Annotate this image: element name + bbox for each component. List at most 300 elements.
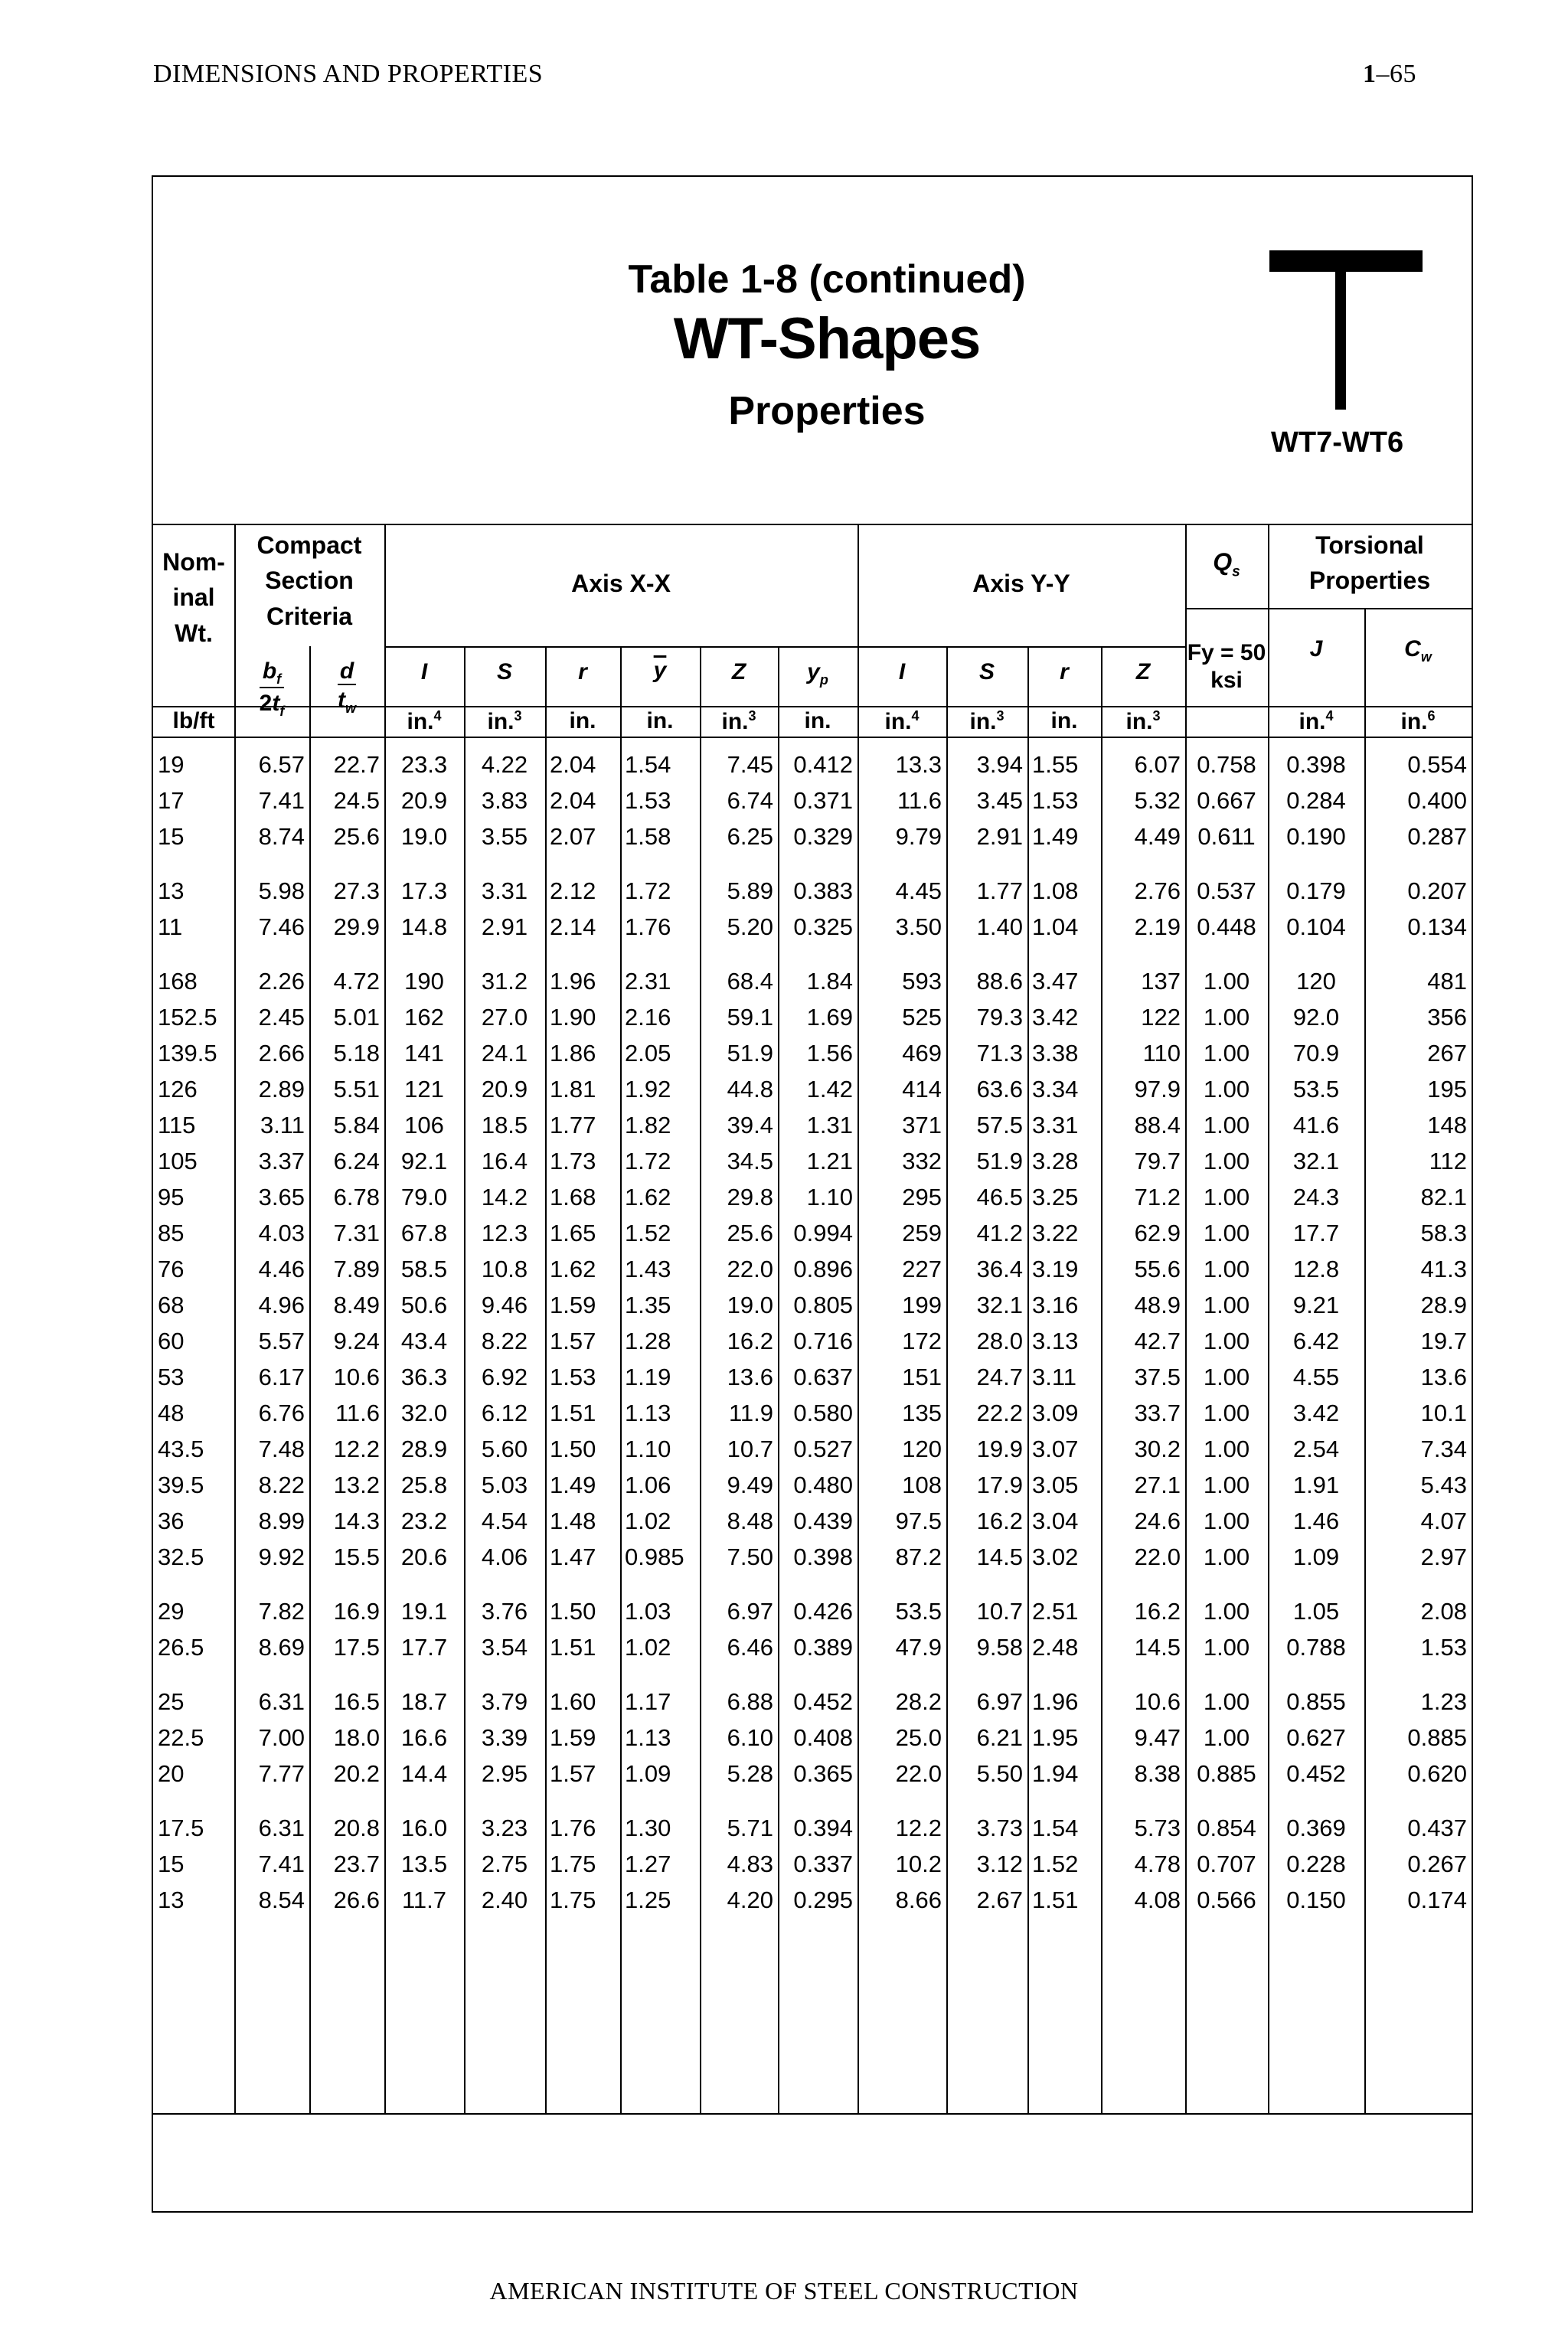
table-cell: 7.00 bbox=[258, 1724, 305, 1751]
table-cell: 19 bbox=[158, 751, 185, 778]
table-cell: 23.3 bbox=[400, 751, 448, 778]
table-cell: 2.54 bbox=[1292, 1436, 1340, 1462]
table-row bbox=[153, 1503, 1472, 1539]
table-cell: 152.5 bbox=[158, 1004, 217, 1031]
table-cell: 14.5 bbox=[1134, 1634, 1181, 1661]
table-row bbox=[153, 999, 1472, 1035]
table-row bbox=[153, 1684, 1472, 1720]
table-cell: 24.3 bbox=[1292, 1184, 1340, 1210]
table-cell: 1.00 bbox=[1203, 1400, 1250, 1426]
table-cell: 10.2 bbox=[895, 1851, 942, 1877]
table-cell: 11.6 bbox=[897, 787, 942, 814]
page-footer: AMERICAN INSTITUTE OF STEEL CONSTRUCTION bbox=[489, 2277, 1079, 2305]
table-cell: 195 bbox=[1427, 1076, 1467, 1102]
table-cell: 4.72 bbox=[333, 968, 380, 995]
table-cell: 51.9 bbox=[976, 1148, 1023, 1174]
table-cell: 1.00 bbox=[1203, 1040, 1250, 1067]
torsional-header-line: Torsional bbox=[1315, 531, 1424, 559]
table-cell: 1.00 bbox=[1203, 1364, 1250, 1390]
table-cell: 17.9 bbox=[976, 1472, 1023, 1498]
unit-label: in.$^4$ bbox=[407, 708, 442, 734]
table-cell: 27.3 bbox=[333, 877, 380, 904]
table-cell: 6.24 bbox=[333, 1148, 380, 1174]
table-cell: 8.99 bbox=[258, 1508, 305, 1534]
compact-section-header-line: Section bbox=[265, 567, 354, 595]
table-cell: 6.97 bbox=[727, 1598, 773, 1625]
table-cell: 1.56 bbox=[806, 1040, 853, 1067]
table-cell: 1.02 bbox=[625, 1508, 671, 1534]
table-cell: 4.07 bbox=[1420, 1508, 1467, 1534]
table-cell: 3.22 bbox=[1032, 1220, 1079, 1246]
table-cell: 1.59 bbox=[550, 1724, 596, 1751]
table-cell: 4.83 bbox=[727, 1851, 773, 1877]
table-cell: 44.8 bbox=[727, 1076, 773, 1102]
table-row bbox=[153, 1431, 1472, 1467]
table-cell: 24.7 bbox=[976, 1364, 1023, 1390]
table-cell: 1.00 bbox=[1203, 1688, 1250, 1715]
table-cell: 0.716 bbox=[793, 1328, 853, 1354]
table-cell: 3.45 bbox=[976, 787, 1023, 814]
table-cell: 32.0 bbox=[400, 1400, 448, 1426]
table-cell: 34.5 bbox=[727, 1148, 773, 1174]
table-cell: 1.06 bbox=[625, 1472, 671, 1498]
table-bottom-rule bbox=[153, 2113, 1472, 2115]
table-cell: 1.94 bbox=[1032, 1760, 1079, 1787]
table-cell: 0.394 bbox=[793, 1815, 853, 1841]
unit-label: in.$^3$ bbox=[721, 708, 756, 734]
table-cell: 141 bbox=[404, 1040, 444, 1067]
table-cell: 6.10 bbox=[727, 1724, 773, 1751]
table-cell: 227 bbox=[902, 1256, 942, 1282]
table-cell: 25.8 bbox=[400, 1472, 448, 1498]
table-cell: 53 bbox=[158, 1364, 185, 1390]
table-cell: 3.73 bbox=[976, 1815, 1023, 1841]
tee-shape-icon bbox=[1269, 243, 1438, 411]
unit-label: in.$^3$ bbox=[1125, 708, 1161, 734]
table-cell: 1.31 bbox=[806, 1112, 853, 1138]
table-cell: 1.00 bbox=[1203, 1148, 1250, 1174]
table-row bbox=[153, 909, 1472, 945]
table-cell: 0.854 bbox=[1197, 1815, 1256, 1841]
table-cell: 0.134 bbox=[1407, 913, 1467, 940]
table-cell: 22.7 bbox=[333, 751, 380, 778]
table-cell: 0.207 bbox=[1407, 877, 1467, 904]
table-cell: 1.86 bbox=[550, 1040, 596, 1067]
table-cell: 1.30 bbox=[625, 1815, 671, 1841]
table-cell: 1.47 bbox=[550, 1544, 596, 1570]
table-cell: 2.95 bbox=[481, 1760, 528, 1787]
table-cell: 6.25 bbox=[727, 823, 773, 850]
header-top-rule bbox=[153, 524, 1472, 525]
table-cell: 0.426 bbox=[793, 1598, 853, 1625]
table-cell: 7.48 bbox=[258, 1436, 305, 1462]
rx-header: r bbox=[578, 659, 587, 684]
table-cell: 1.00 bbox=[1203, 1004, 1250, 1031]
table-cell: 13 bbox=[158, 877, 185, 904]
table-cell: 1.27 bbox=[625, 1851, 671, 1877]
table-cell: 2.97 bbox=[1420, 1544, 1467, 1570]
table-cell: 0.480 bbox=[793, 1472, 853, 1498]
table-cell: 414 bbox=[902, 1076, 942, 1102]
table-cell: 20 bbox=[158, 1760, 185, 1787]
table-cell: 7.41 bbox=[258, 787, 305, 814]
table-cell: 92.0 bbox=[1292, 1004, 1340, 1031]
table-cell: 41.6 bbox=[1292, 1112, 1340, 1138]
table-cell: 4.08 bbox=[1134, 1886, 1181, 1913]
table-cell: 4.03 bbox=[258, 1220, 305, 1246]
table-cell: 1.00 bbox=[1203, 1544, 1250, 1570]
table-cell: 12.2 bbox=[333, 1436, 380, 1462]
table-cell: 51.9 bbox=[727, 1040, 773, 1067]
table-cell: 6.76 bbox=[258, 1400, 305, 1426]
header-rule bbox=[1185, 608, 1472, 609]
table-cell: 6.78 bbox=[333, 1184, 380, 1210]
unit-label: in. bbox=[569, 708, 596, 733]
table-cell: 0.707 bbox=[1197, 1851, 1256, 1877]
group-gap bbox=[153, 1792, 1472, 1810]
table-cell: 108 bbox=[902, 1472, 942, 1498]
table-cell: 1.28 bbox=[625, 1328, 671, 1354]
table-cell: 5.73 bbox=[1134, 1815, 1181, 1841]
table-cell: 20.9 bbox=[400, 787, 448, 814]
table-cell: 0.408 bbox=[793, 1724, 853, 1751]
table-row bbox=[153, 782, 1472, 818]
table-cell: 1.57 bbox=[550, 1760, 596, 1787]
table-cell: 25.6 bbox=[727, 1220, 773, 1246]
table-cell: 0.885 bbox=[1197, 1760, 1256, 1787]
table-cell: 2.51 bbox=[1032, 1598, 1079, 1625]
table-cell: 1.02 bbox=[625, 1634, 671, 1661]
table-cell: 70.9 bbox=[1292, 1040, 1340, 1067]
d-tw-header: $\frac{d}{t_w}$ bbox=[337, 658, 356, 716]
table-row bbox=[153, 818, 1472, 854]
table-cell: 1.25 bbox=[625, 1886, 671, 1913]
table-cell: 1.00 bbox=[1203, 1598, 1250, 1625]
table-cell: 28.2 bbox=[895, 1688, 942, 1715]
table-cell: 0.150 bbox=[1286, 1886, 1346, 1913]
table-cell: 371 bbox=[902, 1112, 942, 1138]
table-cell: 6.31 bbox=[258, 1688, 305, 1715]
table-cell: 71.2 bbox=[1134, 1184, 1181, 1210]
nominal-weight-header-line: inal bbox=[172, 583, 215, 612]
table-cell: 1.84 bbox=[806, 968, 853, 995]
table-cell: 79.0 bbox=[400, 1184, 448, 1210]
table-cell: 4.54 bbox=[481, 1508, 528, 1534]
table-cell: 1.51 bbox=[550, 1634, 596, 1661]
table-cell: 29.8 bbox=[727, 1184, 773, 1210]
table-cell: 3.05 bbox=[1032, 1472, 1079, 1498]
table-cell: 1.00 bbox=[1203, 1634, 1250, 1661]
table-cell: 1.52 bbox=[1032, 1851, 1079, 1877]
table-cell: 17.5 bbox=[158, 1815, 204, 1841]
table-cell: 267 bbox=[1427, 1040, 1467, 1067]
table-cell: 1.72 bbox=[625, 877, 671, 904]
table-cell: 95 bbox=[158, 1184, 185, 1210]
table-cell: 12.2 bbox=[895, 1815, 942, 1841]
table-cell: 1.00 bbox=[1203, 1436, 1250, 1462]
table-cell: 0.439 bbox=[793, 1508, 853, 1534]
table-cell: 17.7 bbox=[1292, 1220, 1340, 1246]
table-cell: 48.9 bbox=[1134, 1292, 1181, 1318]
table-cell: 5.03 bbox=[481, 1472, 528, 1498]
table-cell: 168 bbox=[158, 968, 198, 995]
table-cell: 16.6 bbox=[400, 1724, 448, 1751]
table-cell: 1.62 bbox=[550, 1256, 596, 1282]
table-cell: 1.08 bbox=[1032, 877, 1079, 904]
table-cell: 88.4 bbox=[1134, 1112, 1181, 1138]
axis-xx-header: Axis X-X bbox=[571, 570, 671, 597]
table-cell: 0.805 bbox=[793, 1292, 853, 1318]
table-row bbox=[153, 1071, 1472, 1107]
table-cell: 5.43 bbox=[1420, 1472, 1467, 1498]
unit-label: in.$^3$ bbox=[487, 708, 522, 734]
table-cell: 0.527 bbox=[793, 1436, 853, 1462]
table-cell: 6.88 bbox=[727, 1688, 773, 1715]
table-cell: 24.1 bbox=[481, 1040, 528, 1067]
table-cell: 3.31 bbox=[1032, 1112, 1079, 1138]
table-number: Table 1-8 (continued) bbox=[628, 257, 1026, 302]
table-row bbox=[153, 873, 1472, 909]
table-cell: 6.92 bbox=[481, 1364, 528, 1390]
properties-table bbox=[153, 746, 1472, 1918]
table-cell: 4.49 bbox=[1134, 823, 1181, 850]
table-cell: 22.0 bbox=[727, 1256, 773, 1282]
table-cell: 3.79 bbox=[481, 1688, 528, 1715]
table-cell: 295 bbox=[902, 1184, 942, 1210]
table-row bbox=[153, 1035, 1472, 1071]
table-cell: 16.2 bbox=[727, 1328, 773, 1354]
table-cell: 1.55 bbox=[1032, 751, 1079, 778]
table-cell: 23.2 bbox=[400, 1508, 448, 1534]
table-cell: 332 bbox=[902, 1148, 942, 1174]
table-cell: 6.31 bbox=[258, 1815, 305, 1841]
cw-header: $C_w$ bbox=[1404, 636, 1432, 665]
table-cell: 39.4 bbox=[727, 1112, 773, 1138]
table-cell: 1.59 bbox=[550, 1292, 596, 1318]
table-cell: 58.5 bbox=[400, 1256, 448, 1282]
table-cell: 13.6 bbox=[727, 1364, 773, 1390]
table-cell: 1.17 bbox=[625, 1688, 671, 1715]
table-cell: 1.95 bbox=[1032, 1724, 1079, 1751]
table-cell: 9.21 bbox=[1292, 1292, 1340, 1318]
table-cell: 22.0 bbox=[895, 1760, 942, 1787]
table-cell: 1.54 bbox=[625, 751, 671, 778]
nominal-weight-header-line: Nom- bbox=[162, 548, 225, 576]
nominal-weight-header-line: Wt. bbox=[175, 619, 213, 647]
table-cell: 259 bbox=[902, 1220, 942, 1246]
table-cell: 0.104 bbox=[1286, 913, 1346, 940]
table-cell: 79.7 bbox=[1134, 1148, 1181, 1174]
table-cell: 199 bbox=[902, 1292, 942, 1318]
table-cell: 2.45 bbox=[258, 1004, 305, 1031]
table-cell: 6.21 bbox=[976, 1724, 1023, 1751]
table-cell: 17 bbox=[158, 787, 185, 814]
table-row bbox=[153, 1593, 1472, 1629]
table-cell: 0.985 bbox=[625, 1544, 684, 1570]
compact-section-header-line: Criteria bbox=[266, 602, 353, 630]
table-cell: 85 bbox=[158, 1220, 185, 1246]
table-cell: 20.2 bbox=[333, 1760, 380, 1787]
table-cell: 1.77 bbox=[976, 877, 1023, 904]
table-cell: 1.68 bbox=[550, 1184, 596, 1210]
table-cell: 27.1 bbox=[1134, 1472, 1181, 1498]
table-row bbox=[153, 1810, 1472, 1846]
sy-header: S bbox=[978, 659, 995, 684]
table-cell: 13.3 bbox=[895, 751, 942, 778]
table-cell: 76 bbox=[158, 1256, 185, 1282]
table-cell: 33.7 bbox=[1134, 1400, 1181, 1426]
table-cell: 2.12 bbox=[550, 877, 596, 904]
table-cell: 2.66 bbox=[258, 1040, 305, 1067]
table-cell: 15 bbox=[158, 1851, 185, 1877]
table-cell: 3.11 bbox=[260, 1112, 305, 1138]
table-cell: 0.369 bbox=[1286, 1815, 1346, 1841]
table-cell: 0.566 bbox=[1197, 1886, 1256, 1913]
table-cell: 2.19 bbox=[1134, 913, 1181, 940]
table-cell: 0.228 bbox=[1286, 1851, 1346, 1877]
table-cell: 4.78 bbox=[1134, 1851, 1181, 1877]
unit-label: in. bbox=[1050, 708, 1078, 733]
table-cell: 5.98 bbox=[258, 877, 305, 904]
table-cell: 24.6 bbox=[1134, 1508, 1181, 1534]
nominal-weight-header bbox=[153, 544, 234, 651]
table-cell: 0.287 bbox=[1407, 823, 1467, 850]
table-cell: 356 bbox=[1427, 1004, 1467, 1031]
table-cell: 0.179 bbox=[1286, 877, 1346, 904]
table-cell: 2.07 bbox=[550, 823, 596, 850]
table-cell: 2.67 bbox=[976, 1886, 1023, 1913]
table-cell: 1.65 bbox=[550, 1220, 596, 1246]
ksi-label: ksi bbox=[1210, 668, 1243, 693]
compact-section-header-line: Compact bbox=[256, 531, 362, 559]
table-cell: 5.50 bbox=[976, 1760, 1023, 1787]
table-cell: 121 bbox=[404, 1076, 444, 1102]
table-cell: 2.91 bbox=[976, 823, 1023, 850]
table-cell: 3.11 bbox=[1032, 1364, 1077, 1390]
zx-header: Z bbox=[731, 659, 746, 684]
table-cell: 9.92 bbox=[258, 1544, 305, 1570]
table-cell: 97.5 bbox=[895, 1508, 942, 1534]
table-cell: 3.42 bbox=[1292, 1400, 1340, 1426]
table-cell: 137 bbox=[1141, 968, 1181, 995]
table-cell: 1.09 bbox=[625, 1760, 671, 1787]
table-cell: 6.74 bbox=[727, 787, 773, 814]
table-row bbox=[153, 1846, 1472, 1882]
table-cell: 1.81 bbox=[550, 1076, 596, 1102]
table-cell: 10.1 bbox=[1420, 1400, 1467, 1426]
table-cell: 26.5 bbox=[158, 1634, 204, 1661]
table-cell: 22.5 bbox=[158, 1724, 204, 1751]
table-cell: 16.0 bbox=[400, 1815, 448, 1841]
table-cell: 1.76 bbox=[550, 1815, 596, 1841]
table-cell: 5.84 bbox=[333, 1112, 380, 1138]
table-cell: 2.31 bbox=[625, 968, 671, 995]
table-cell: 0.637 bbox=[793, 1364, 853, 1390]
table-cell: 0.412 bbox=[793, 751, 853, 778]
table-cell: 1.72 bbox=[625, 1148, 671, 1174]
table-cell: 1.50 bbox=[550, 1598, 596, 1625]
table-cell: 0.400 bbox=[1407, 787, 1467, 814]
table-cell: 11.7 bbox=[401, 1886, 447, 1913]
table-cell: 1.00 bbox=[1203, 1220, 1250, 1246]
table-cell: 25.0 bbox=[895, 1724, 942, 1751]
table-cell: 62.9 bbox=[1134, 1220, 1181, 1246]
table-cell: 22.0 bbox=[1134, 1544, 1181, 1570]
table-subtitle: Properties bbox=[728, 389, 926, 433]
table-cell: 593 bbox=[902, 968, 942, 995]
table-cell: 151 bbox=[902, 1364, 942, 1390]
iy-header: I bbox=[898, 659, 906, 684]
table-cell: 1.00 bbox=[1203, 1112, 1250, 1138]
table-cell: 15 bbox=[158, 823, 185, 850]
unit-label: in. bbox=[804, 708, 831, 733]
table-cell: 5.89 bbox=[727, 877, 773, 904]
table-cell: 0.452 bbox=[793, 1688, 853, 1715]
table-cell: 87.2 bbox=[895, 1544, 942, 1570]
table-cell: 3.47 bbox=[1032, 968, 1079, 995]
table-cell: 1.23 bbox=[1420, 1688, 1467, 1715]
table-cell: 10.7 bbox=[976, 1598, 1023, 1625]
table-cell: 2.48 bbox=[1032, 1634, 1079, 1661]
table-cell: 16.2 bbox=[976, 1508, 1023, 1534]
table-cell: 5.28 bbox=[727, 1760, 773, 1787]
table-cell: 106 bbox=[404, 1112, 444, 1138]
table-cell: 5.18 bbox=[333, 1040, 380, 1067]
torsional-header bbox=[1268, 528, 1472, 599]
table-cell: 17.7 bbox=[400, 1634, 448, 1661]
table-cell: 1.50 bbox=[550, 1436, 596, 1462]
ybar-header: $\overline{y}$ bbox=[653, 658, 667, 683]
table-cell: 1.53 bbox=[550, 1364, 596, 1390]
table-cell: 1.00 bbox=[1203, 1256, 1250, 1282]
table-cell: 39.5 bbox=[158, 1472, 204, 1498]
table-cell: 42.7 bbox=[1134, 1328, 1181, 1354]
table-cell: 36.3 bbox=[400, 1364, 448, 1390]
table-cell: 59.1 bbox=[727, 1004, 773, 1031]
table-cell: 10.7 bbox=[727, 1436, 773, 1462]
table-cell: 0.190 bbox=[1286, 823, 1346, 850]
table-cell: 1.60 bbox=[550, 1688, 596, 1715]
table-cell: 43.5 bbox=[158, 1436, 204, 1462]
table-cell: 53.5 bbox=[1292, 1076, 1340, 1102]
table-cell: 14.8 bbox=[400, 913, 448, 940]
table-cell: 25 bbox=[158, 1688, 185, 1715]
table-cell: 48 bbox=[158, 1400, 185, 1426]
fy-label: Fy = 50 bbox=[1187, 640, 1266, 665]
group-gap bbox=[153, 1665, 1472, 1684]
table-cell: 1.35 bbox=[625, 1292, 671, 1318]
table-cell: 15.5 bbox=[333, 1544, 380, 1570]
table-cell: 0.758 bbox=[1197, 751, 1256, 778]
table-cell: 8.38 bbox=[1134, 1760, 1181, 1787]
table-cell: 16.9 bbox=[333, 1598, 380, 1625]
table-cell: 1.49 bbox=[1032, 823, 1079, 850]
table-cell: 1.90 bbox=[550, 1004, 596, 1031]
table-cell: 1.19 bbox=[625, 1364, 671, 1390]
table-cell: 9.46 bbox=[481, 1292, 528, 1318]
table-cell: 1.00 bbox=[1203, 968, 1250, 995]
table-cell: 1.77 bbox=[550, 1112, 596, 1138]
table-cell: 8.54 bbox=[258, 1886, 305, 1913]
zy-header: Z bbox=[1135, 659, 1151, 684]
table-cell: 1.43 bbox=[625, 1256, 671, 1282]
table-cell: 1.00 bbox=[1203, 1724, 1250, 1751]
table-cell: 1.03 bbox=[625, 1598, 671, 1625]
table-row bbox=[153, 1107, 1472, 1143]
table-cell: 2.40 bbox=[481, 1886, 528, 1913]
table-cell: 16.5 bbox=[333, 1688, 380, 1715]
unit-label: in.$^4$ bbox=[884, 708, 920, 734]
